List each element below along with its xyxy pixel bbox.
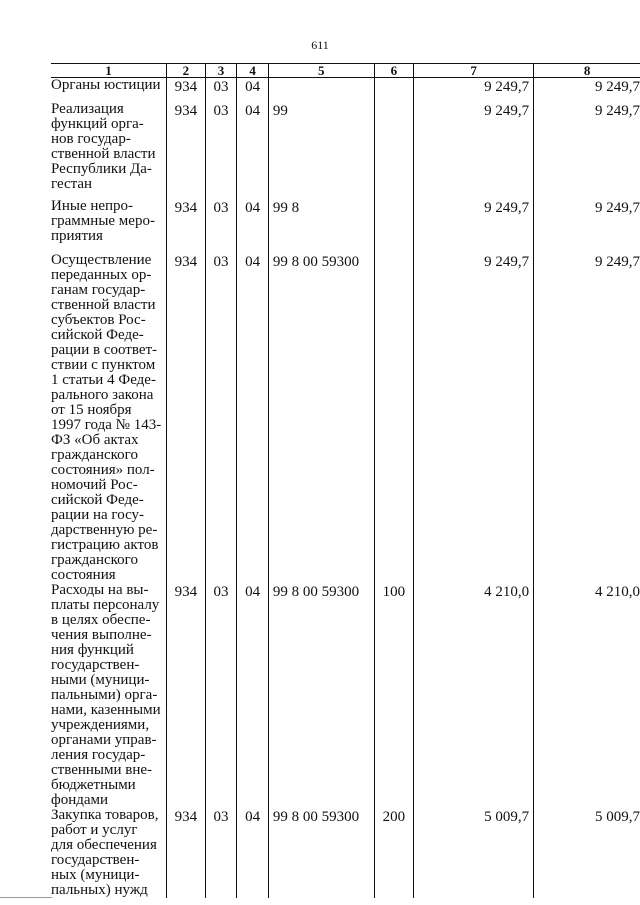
cell-amount-7: 9 249,7 <box>414 102 534 199</box>
cell-target-item: 99 8 00 59300 <box>268 253 374 583</box>
cell-subsection: 04 <box>237 199 269 253</box>
column-header: 1 <box>51 64 167 78</box>
cell-target-item: 99 8 00 59300 <box>268 583 374 808</box>
cell-target-item <box>268 78 374 103</box>
row-name <box>51 253 167 583</box>
cell-expense-type <box>374 253 414 583</box>
column-header: 3 <box>205 64 237 78</box>
table-row <box>51 583 640 808</box>
column-header: 6 <box>374 64 414 78</box>
cell-section: 03 <box>205 583 237 808</box>
cell-section: 03 <box>205 78 237 103</box>
bottom-rule <box>0 897 52 898</box>
table-row <box>51 78 640 103</box>
row-name-text: Иные непро- граммные меро- приятия <box>51 198 155 244</box>
cell-ministry-code: 934 <box>167 78 206 103</box>
cell-ministry-code: 934 <box>167 253 206 583</box>
row-name-text: Расходы на вы- платы персоналу в целях обеспе- чения выполне- ния функций государствен- ными (муници- пальными) орга- нами, казенными учреждениями, органами управ- ления государ- ственными вне- бюджетными фондами <box>51 582 161 808</box>
cell-amount-7: 9 249,7 <box>414 78 534 103</box>
column-header: 7 <box>414 64 534 78</box>
cell-ministry-code: 934 <box>167 199 206 253</box>
cell-amount-8: 9 249,7 <box>534 78 640 103</box>
row-name-text: Реализация функций орга- нов государ- ственной власти Республики Да- гестан <box>51 101 156 192</box>
cell-amount-7: 5 009,7 <box>414 808 534 898</box>
cell-target-item: 99 8 <box>268 199 374 253</box>
cell-ministry-code: 934 <box>167 808 206 898</box>
row-name <box>51 78 167 103</box>
row-name <box>51 583 167 808</box>
cell-subsection: 04 <box>237 583 269 808</box>
row-name <box>51 102 167 199</box>
cell-expense-type: 200 <box>374 808 414 898</box>
cell-target-item: 99 8 00 59300 <box>268 808 374 898</box>
cell-subsection: 04 <box>237 808 269 898</box>
cell-ministry-code: 934 <box>167 583 206 808</box>
cell-amount-8: 9 249,7 <box>534 199 640 253</box>
cell-amount-8: 5 009,7 <box>534 808 640 898</box>
cell-expense-type <box>374 102 414 199</box>
column-header: 5 <box>268 64 374 78</box>
row-name <box>51 199 167 253</box>
cell-amount-7: 9 249,7 <box>414 199 534 253</box>
cell-section: 03 <box>205 102 237 199</box>
cell-expense-type <box>374 199 414 253</box>
column-header: 8 <box>534 64 640 78</box>
table-row <box>51 808 640 898</box>
header-row <box>51 64 640 78</box>
row-name-text: Органы юстиции <box>51 77 161 93</box>
cell-amount-8: 9 249,7 <box>534 253 640 583</box>
cell-subsection: 04 <box>237 102 269 199</box>
cell-amount-7: 4 210,0 <box>414 583 534 808</box>
column-header: 2 <box>167 64 206 78</box>
page-number: 611 <box>311 38 329 52</box>
row-name-text: Закупка товаров, работ и услуг для обеспечения государствен- ных (муници- пальных) нужд <box>51 807 159 898</box>
cell-section: 03 <box>205 808 237 898</box>
cell-section: 03 <box>205 253 237 583</box>
table-row <box>51 253 640 583</box>
cell-amount-7: 9 249,7 <box>414 253 534 583</box>
table-row <box>51 199 640 253</box>
budget-table <box>51 63 640 898</box>
cell-expense-type: 100 <box>374 583 414 808</box>
column-header: 4 <box>237 64 269 78</box>
cell-subsection: 04 <box>237 253 269 583</box>
cell-subsection: 04 <box>237 78 269 103</box>
cell-section: 03 <box>205 199 237 253</box>
cell-expense-type <box>374 78 414 103</box>
row-name <box>51 808 167 898</box>
cell-amount-8: 9 249,7 <box>534 102 640 199</box>
cell-ministry-code: 934 <box>167 102 206 199</box>
cell-target-item: 99 <box>268 102 374 199</box>
table-row <box>51 102 640 199</box>
row-name-text: Осуществление переданных ор- ганам государ- ственной власти субъектов Рос- сийской Феде- рации в соответ- ствии с пунктом 1 статьи 4 Феде- рального закона от 15 ноября 1997 года № 143- ФЗ «Об актах гражданского состояния» пол- номочий Рос- сийской Феде- рации на госу- дарственную ре- гистрацию актов гражданского состояния <box>51 252 162 583</box>
cell-amount-8: 4 210,0 <box>534 583 640 808</box>
